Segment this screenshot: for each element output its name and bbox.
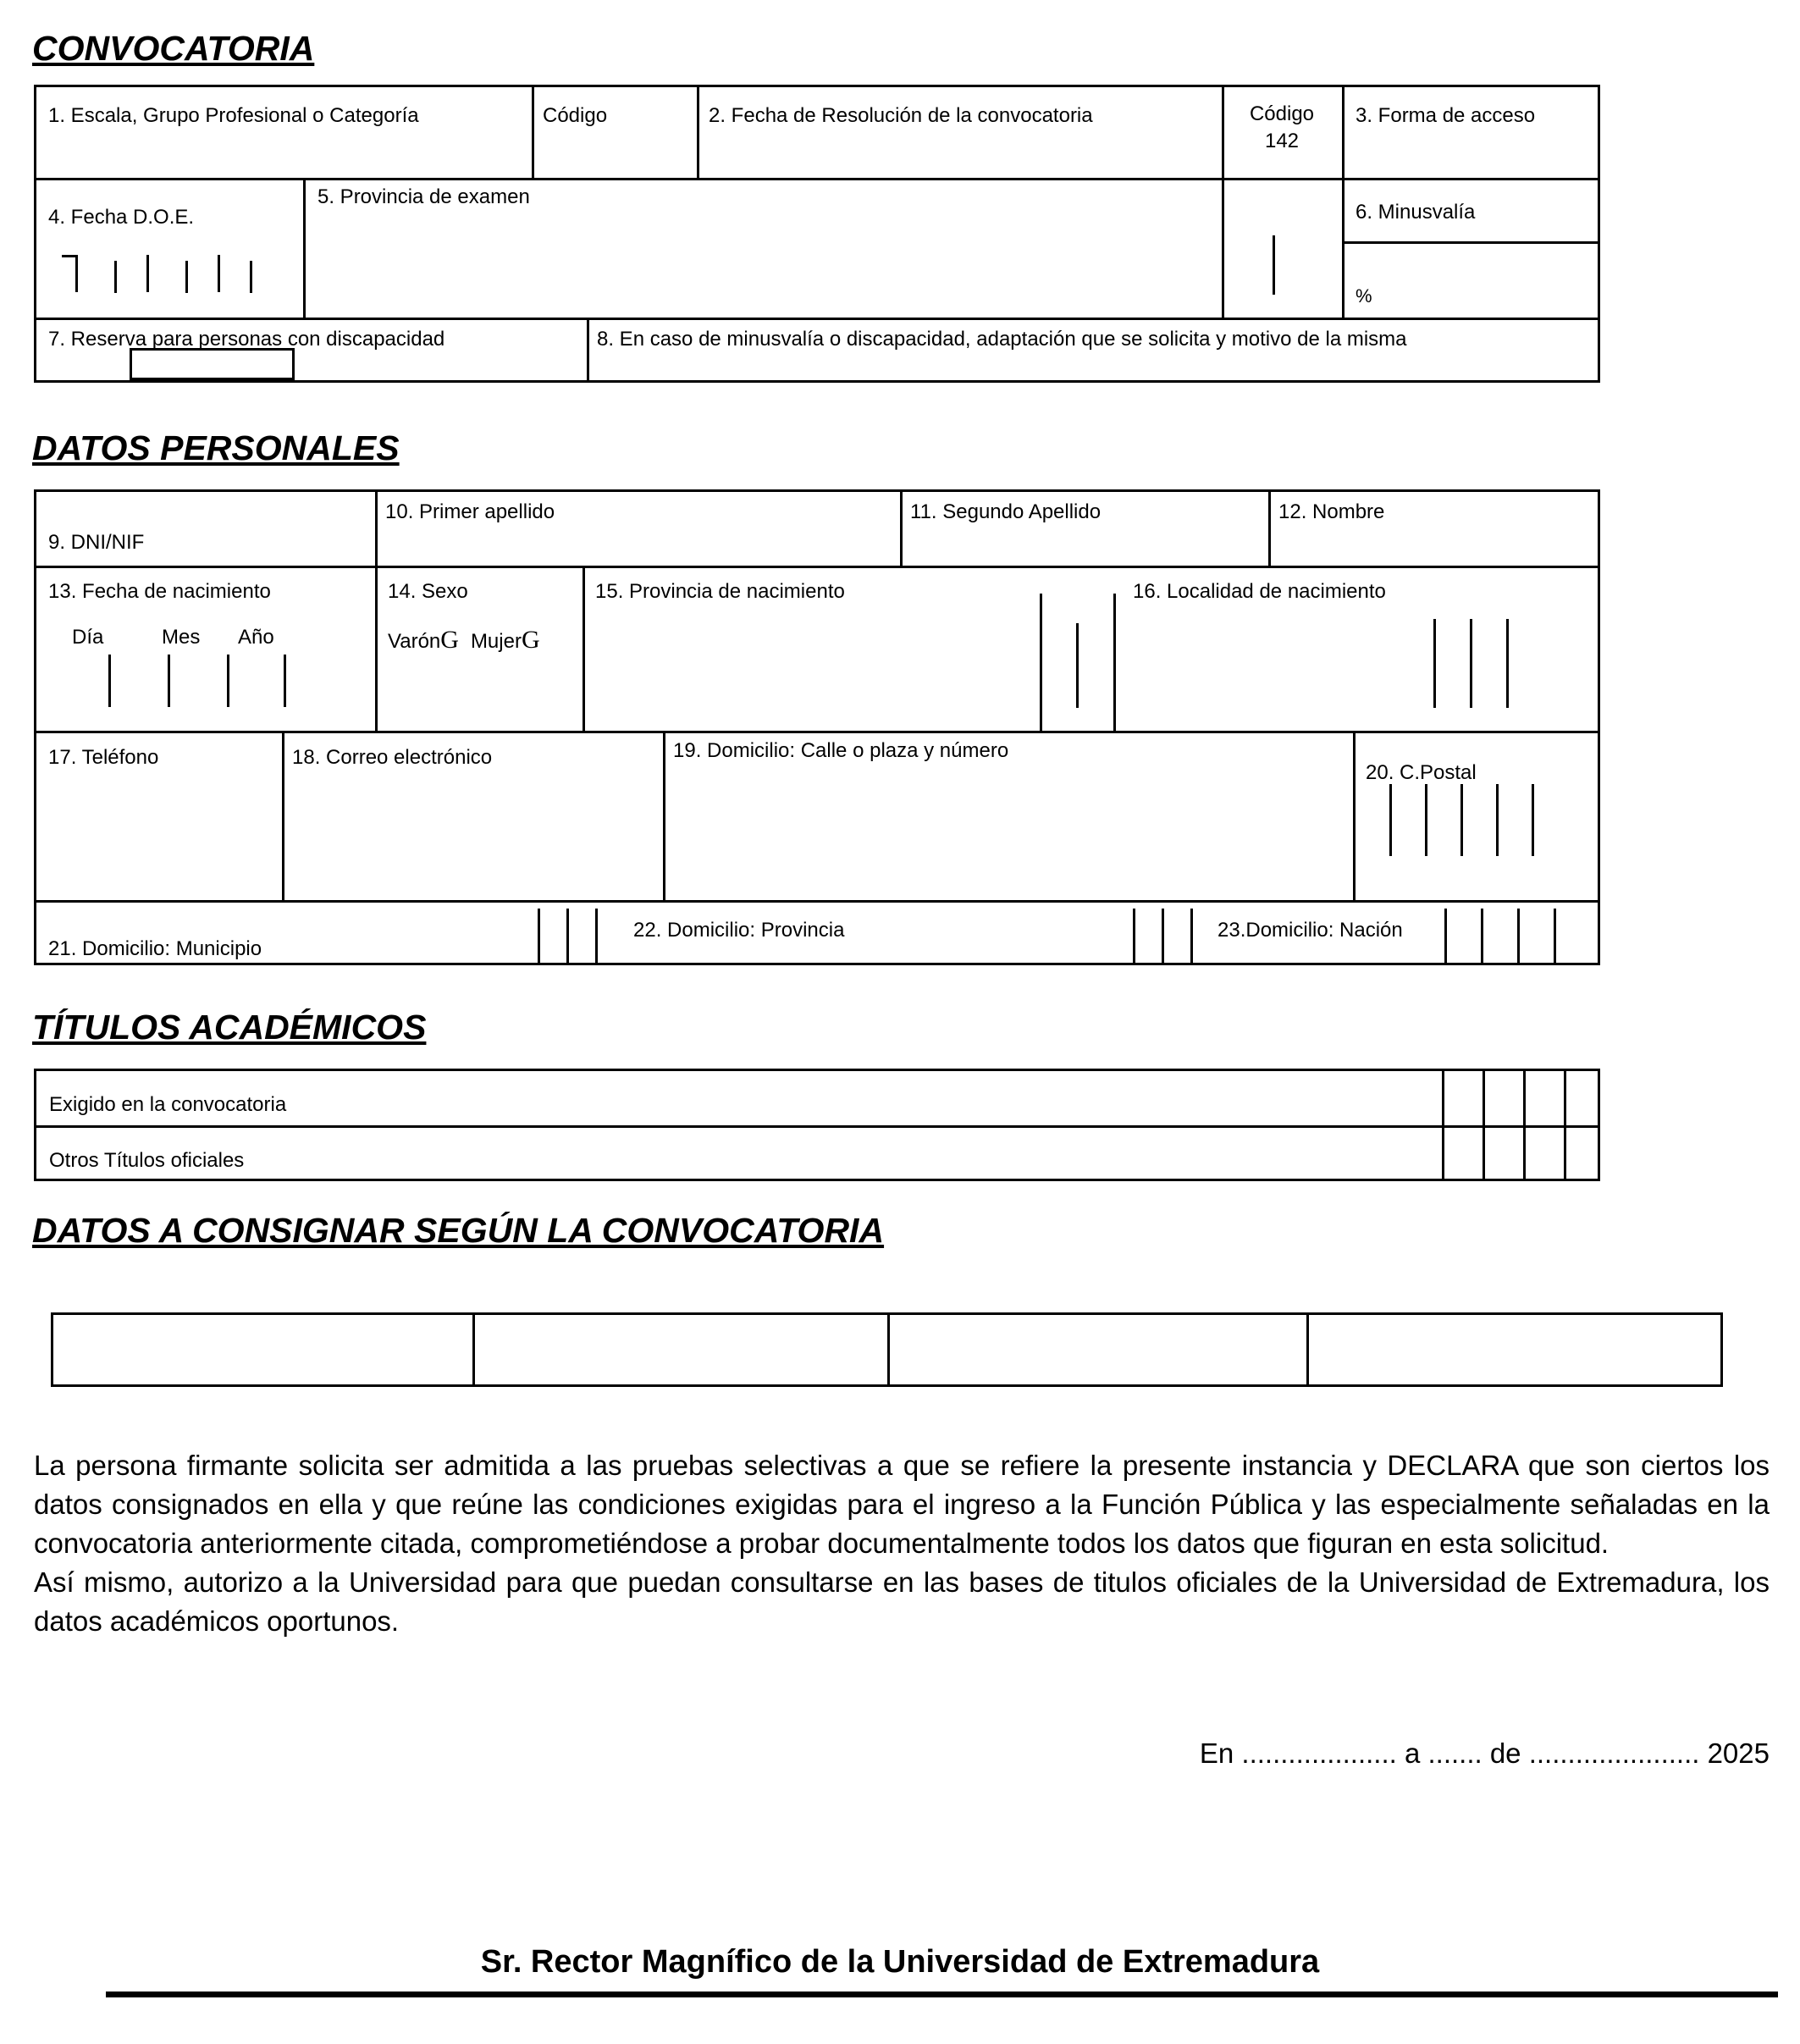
dato-consignar-cell-4[interactable] — [1306, 1315, 1720, 1384]
label-domicilio-calle: 19. Domicilio: Calle o plaza y número — [673, 739, 1009, 762]
fecha-doe-input[interactable] — [53, 252, 290, 299]
label-provincia-nacimiento: 15. Provincia de nacimiento — [595, 580, 845, 603]
label-mes: Mes — [162, 626, 201, 649]
label-reserva-discapacidad: 7. Reserva para personas con discapacidad — [48, 328, 445, 351]
declaration-paragraph-1: La persona firmante solicita ser admitida a las pruebas selectivas a que se refiere la presente instancia y DECLARA que son ciertos los datos consignados en ella y que reúne las condiciones exigidas para el ingreso a la Función Pública y las especialmente señaladas en la convocatoria anteriormente citada, comprometiéndose a probar documentalmente todos los datos que figuran en esta solicitud. — [34, 1450, 1770, 1559]
grid-line — [1342, 241, 1598, 244]
grid-line — [583, 566, 585, 731]
code-box-tick — [1433, 619, 1436, 708]
label-correo: 18. Correo electrónico — [292, 746, 493, 769]
provincia-nacimiento-input[interactable] — [595, 615, 1031, 704]
label-mujer: Mujer — [470, 630, 522, 653]
correo-electronico-input[interactable] — [290, 780, 654, 890]
code-box-tick — [1076, 623, 1079, 708]
nacion-domicilio-input[interactable] — [1446, 907, 1590, 962]
municipio-input[interactable] — [290, 907, 527, 962]
footer-rule — [106, 1992, 1778, 1997]
label-fecha-resolucion: 2. Fecha de Resolución de la convocatoria — [709, 104, 1093, 127]
section-title-titulos: TÍTULOS ACADÉMICOS — [32, 1008, 427, 1047]
convocatoria-table — [34, 85, 1600, 383]
addressee-line: Sr. Rector Magnífico de la Universidad de Extremadura — [480, 1944, 1320, 1980]
grid-line — [1342, 87, 1344, 318]
grid-line — [1483, 1071, 1485, 1179]
label-provincia-domicilio: 22. Domicilio: Provincia — [633, 919, 845, 942]
dato-consignar-cell-3[interactable] — [887, 1315, 1306, 1384]
grid-line — [697, 87, 699, 178]
cpostal-input[interactable] — [1387, 784, 1539, 856]
code-box-tick — [566, 909, 569, 963]
titulos-table — [34, 1069, 1600, 1181]
grid-line — [36, 731, 1598, 733]
grid-line — [36, 178, 1598, 180]
grid-line — [1040, 594, 1042, 731]
grid-line — [36, 566, 1598, 568]
grid-line — [375, 492, 378, 731]
code-box-tick — [1470, 619, 1472, 708]
telefono-input[interactable] — [45, 780, 273, 890]
grid-line — [1442, 1071, 1444, 1179]
code-box-tick — [1273, 235, 1275, 295]
grid-line — [1353, 731, 1356, 900]
dato-consignar-cell-2[interactable] — [472, 1315, 887, 1384]
section-title-convocatoria: CONVOCATORIA — [32, 29, 315, 68]
declaration-paragraph-2: Así mismo, autorizo a la Universidad para que puedan consultarse en las bases de titulos oficiales de la Universidad de Extremadura, los datos académicos oportunos. — [34, 1566, 1770, 1637]
reserva-discapacidad-checkbox[interactable] — [130, 348, 295, 380]
datos-consignar-table — [51, 1312, 1723, 1387]
dni-input[interactable] — [45, 497, 367, 529]
sexo-options — [388, 626, 540, 655]
escala-input[interactable] — [45, 136, 519, 172]
otros-titulos-input[interactable] — [392, 1134, 1433, 1176]
localidad-nacimiento-input[interactable] — [1133, 615, 1425, 704]
label-telefono: 17. Teléfono — [48, 746, 159, 769]
code-box-tick — [1190, 909, 1193, 963]
label-forma-acceso: 3. Forma de acceso — [1356, 104, 1536, 127]
label-sexo: 14. Sexo — [388, 580, 468, 603]
provincia-examen-input[interactable] — [316, 223, 1213, 307]
primer-apellido-input[interactable] — [384, 528, 892, 561]
varon-radio-icon[interactable]: G — [440, 626, 459, 654]
code-box-tick — [1506, 619, 1509, 708]
grid-line — [36, 1125, 1598, 1128]
code-box-tick — [1162, 909, 1164, 963]
grid-line — [663, 731, 665, 900]
label-cpostal: 20. C.Postal — [1366, 761, 1477, 784]
label-otros-titulos: Otros Títulos oficiales — [49, 1149, 245, 1172]
label-nacion-domicilio: 23.Domicilio: Nación — [1217, 919, 1403, 942]
label-dia: Día — [72, 626, 104, 649]
code-box-tick — [538, 909, 540, 963]
label-adaptacion: 8. En caso de minusvalía o discapacidad, adaptación que se solicita y motivo de la misma — [597, 328, 1407, 351]
section-title-datos-consignar: DATOS A CONSIGNAR SEGÚN LA CONVOCATORIA — [32, 1211, 885, 1250]
datos-personales-table — [34, 489, 1600, 965]
date-signature-line[interactable]: En .................... a ....... de ...................... 2025 — [1199, 1737, 1770, 1769]
grid-line — [36, 318, 1598, 320]
label-exigido-convocatoria: Exigido en la convocatoria — [49, 1093, 287, 1116]
label-codigo: Código — [543, 104, 608, 127]
grid-line — [1564, 1071, 1566, 1179]
mujer-radio-icon[interactable]: G — [521, 626, 540, 654]
section-title-datos-personales: DATOS PERSONALES — [32, 428, 400, 467]
label-escala: 1. Escala, Grupo Profesional o Categoría — [48, 104, 419, 127]
label-dni: 9. DNI/NIF — [48, 531, 145, 554]
label-municipio: 21. Domicilio: Municipio — [48, 937, 262, 960]
grid-line — [303, 178, 306, 318]
dato-consignar-cell-1[interactable] — [53, 1315, 472, 1384]
label-minusvalia: 6. Minusvalía — [1356, 201, 1476, 224]
domicilio-calle-input[interactable] — [671, 771, 1344, 890]
forma-acceso-input[interactable] — [1356, 136, 1593, 172]
label-provincia-examen: 5. Provincia de examen — [317, 185, 530, 208]
label-codigo-142-title: Código — [1249, 102, 1315, 125]
declaration-block — [34, 1446, 1770, 1641]
adaptacion-input[interactable] — [604, 355, 1590, 377]
label-ano: Año — [238, 626, 274, 649]
grid-line — [36, 900, 1598, 903]
label-segundo-apellido: 11. Segundo Apellido — [910, 500, 1102, 523]
code-box-tick — [1133, 909, 1135, 963]
nombre-input[interactable] — [1277, 528, 1594, 561]
fecha-nacimiento-input[interactable] — [53, 653, 286, 708]
grid-line — [1113, 594, 1116, 731]
codigo-input[interactable] — [538, 136, 690, 172]
grid-line — [1268, 492, 1271, 566]
label-codigo-142-value: 142 — [1264, 130, 1300, 153]
label-percent: % — [1356, 285, 1372, 307]
fecha-resolucion-input[interactable] — [714, 136, 1213, 172]
label-codigo-142 — [1222, 101, 1342, 156]
code-box-tick — [595, 909, 598, 963]
grid-line — [900, 492, 903, 566]
minusvalia-percent-input[interactable] — [1383, 252, 1590, 303]
provincia-domicilio-input[interactable] — [883, 907, 1124, 962]
grid-line — [1523, 1071, 1526, 1179]
segundo-apellido-input[interactable] — [908, 528, 1260, 561]
titulo-exigido-input[interactable] — [392, 1078, 1433, 1120]
label-nombre: 12. Nombre — [1278, 500, 1385, 523]
label-varon: Varón — [388, 630, 441, 653]
grid-line — [587, 318, 589, 380]
grid-line — [282, 731, 284, 900]
grid-line — [532, 87, 534, 178]
label-primer-apellido: 10. Primer apellido — [385, 500, 555, 523]
label-localidad-nacimiento: 16. Localidad de nacimiento — [1133, 580, 1386, 603]
label-fecha-doe: 4. Fecha D.O.E. — [48, 206, 195, 229]
label-fecha-nacimiento: 13. Fecha de nacimiento — [48, 580, 271, 603]
